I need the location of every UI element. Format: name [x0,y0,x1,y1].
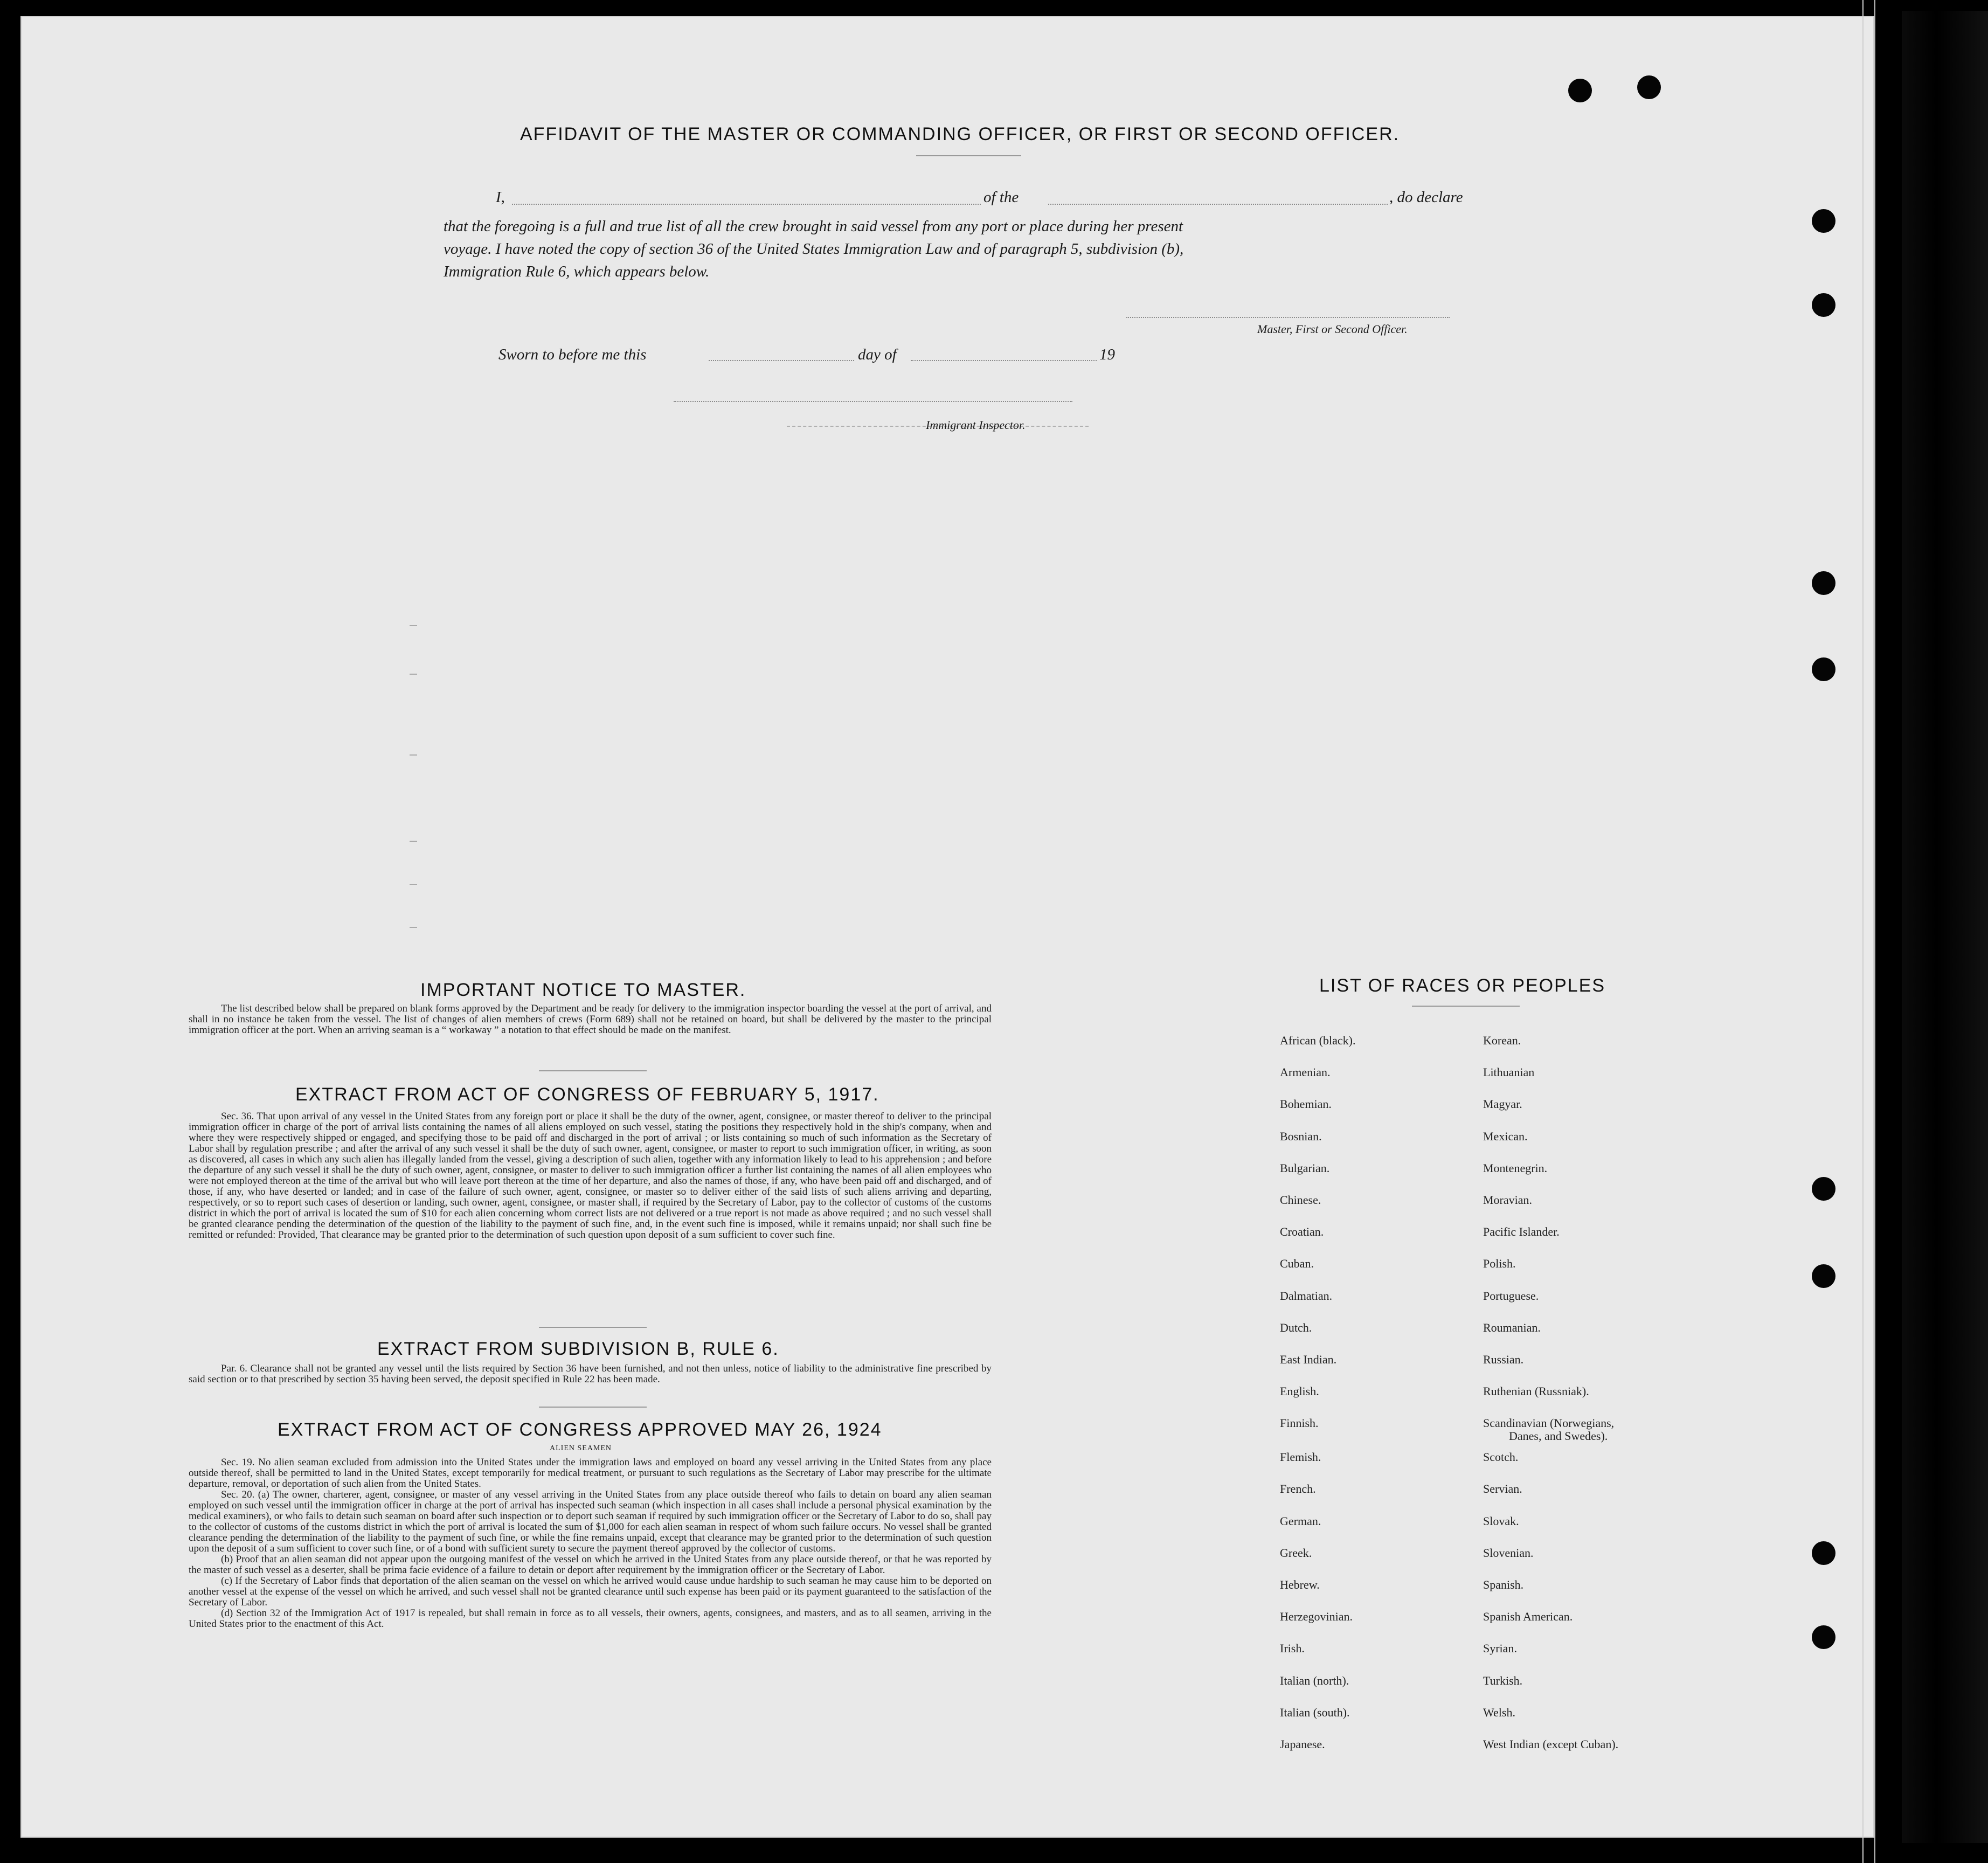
race-item: Japanese. [1280,1737,1325,1751]
race-item: Croatian. [1280,1225,1324,1239]
race-item: Magyar. [1483,1097,1522,1111]
signature-caption: Master, First or Second Officer. [1257,322,1408,336]
margin-tick [410,754,417,756]
inspector-signature-line [674,401,1072,402]
punch-hole [1812,657,1835,681]
race-item: French. [1280,1482,1316,1496]
race-item: Bohemian. [1280,1097,1332,1111]
races-right-column [1483,1034,1618,1769]
punch-hole [1637,75,1661,99]
sworn-label: Sworn to before me this [498,346,647,363]
race-item: East Indian. [1280,1352,1337,1366]
races-title: LIST OF RACES OR PEOPLES [1319,975,1606,996]
page-edge-line [1874,0,1875,1863]
race-item: Hebrew. [1280,1578,1320,1591]
race-item: Slovenian. [1483,1546,1534,1560]
race-item: Flemish. [1280,1450,1321,1464]
margin-tick [410,884,417,885]
extract-1924-para-4: (c) If the Secretary of Labor finds that deportation of the alien seaman on the vessel on which he arrived would cause undue hardship to such seaman he may cause him to be deported on another vessel at the expense of the vessel on which he arrived, and such vessel shall not be granted clearance until such expense has been paid or its payment guaranteed to the satisfaction of the Secretary of Labor. [189,1575,992,1608]
extract-1924-para-2: Sec. 20. (a) The owner, charterer, agent, consignee, or master of any vessel arriving in the United States from any place outside thereof who fails to detain on board any alien seaman employed on such vessel until the immigration officer in charge at the port of arrival has inspected such seaman (which inspection in all cases shall include a personal physical examination by the medical examiners), or who fails to detain such seaman on board after such inspection or to deport such seaman if required by such immigration officer or the Secretary of Labor to do so, shall pay to the collector of customs of the customs district in which the port of arrival is located the sum of $1,000 for each alien seaman in respect of whom such failure occurs. No vessel shall be granted clearance pending the determination of the liability to the payment of such fine, or while the fine remains unpaid, except that clearance may be granted prior to the determination of such question upon the deposit of a sum sufficient to cover such fine, or of a bond with sufficient surety to secure the payment thereof approved by the collector of customs. [189,1489,992,1554]
race-item: Herzegovinian. [1280,1610,1353,1624]
race-item: Italian (north). [1280,1673,1349,1687]
page-edge-shadow [1902,11,1988,1843]
race-item: Polish. [1483,1257,1516,1271]
race-item: West Indian (except Cuban). [1483,1737,1619,1751]
race-item: Greek. [1280,1546,1312,1560]
race-item: Italian (south). [1280,1705,1350,1719]
extract-1924-title: EXTRACT FROM ACT OF CONGRESS APPROVED MAY 26, 1924 [278,1419,882,1440]
margin-tick [410,674,417,675]
race-item: Portuguese. [1483,1289,1539,1303]
title-divider [916,155,1021,156]
race-item: German. [1280,1514,1321,1528]
race-item: Chinese. [1280,1193,1321,1207]
race-item: Servian. [1483,1482,1522,1496]
margin-tick [410,927,417,928]
punch-hole [1812,209,1835,233]
section-divider [539,1070,647,1071]
race-item: Moravian. [1483,1193,1533,1207]
extract-1917-body [189,1111,992,1241]
race-item: Bulgarian. [1280,1161,1330,1175]
extract-1917-title: EXTRACT FROM ACT OF CONGRESS OF FEBRUARY 5, 1917. [295,1084,879,1105]
notice-body [189,1003,992,1036]
affidavit-do-declare-label: , do declare [1389,189,1463,206]
signature-line [1126,317,1450,318]
affidavit-of-the-label: of the [983,189,1019,206]
races-divider [1412,1006,1520,1007]
year-prefix: 19 [1099,346,1115,363]
race-item: Scotch. [1483,1450,1519,1464]
race-item-scandinavian [1483,1416,1618,1450]
name-blank-line [512,204,981,205]
affidavit-body-line-1: that the foregoing is a full and true list of all the crew brought in said vessel from any port or place during her present [444,218,1183,235]
notice-body-text: The list described below shall be prepared on blank forms approved by the Department and be ready for delivery to the immigration inspector boarding the vessel at the port of arrival, and shall in no instance be taken from the vessel. The list of changes of alien members of crews (Form 689) shall not be retained on board, but shall be delivered by the master to the principal immigration officer at the port. When an arriving seaman is a “ workaway ” a notation to that effect should be made on the manifest. [189,1003,992,1036]
race-item: Armenian. [1280,1065,1331,1079]
race-item: Russian. [1483,1352,1524,1366]
race-item: Irish. [1280,1642,1305,1656]
race-item: English. [1280,1384,1319,1398]
race-item: Pacific Islander. [1483,1225,1560,1239]
notice-title: IMPORTANT NOTICE TO MASTER. [420,980,746,1000]
race-item: Dutch. [1280,1320,1312,1334]
race-item: Ruthenian (Russniak). [1483,1384,1589,1398]
race-item: Cuban. [1280,1257,1314,1271]
extract-1924-para-5: (d) Section 32 of the Immigration Act of 1917 is repealed, but shall remain in force as to all vessels, their owners, agents, consignees, and masters, and as to all seamen, arriving in the United States prior to the enactment of this Act. [189,1608,992,1630]
punch-hole [1812,1541,1835,1565]
extract-1917-text: Sec. 36. That upon arrival of any vessel in the United States from any foreign port or place it shall be the duty of the owner, agent, consignee, or master thereof to deliver to the principal immigration officer in charge of the port of arrival lists containing the names of all aliens employed on such vessel, stating the positions they respectively hold in the ship's company, when and where they were respectively shipped or engaged, and specifying those to be paid off and discharged in the port of arrival ; or lists containing so much of such information as the Secretary of Labor shall by regulation prescribe ; and after the arrival of any such vessel it shall be the duty of such owner, agent, consignee, or master to report to such immigration officer, in writing, as soon as discovered, all cases in which any such alien has illegally landed from the vessel, giving a description of such alien, together with any information likely to lead to his apprehension ; and before the departure of any such vessel it shall be the duty of such owner, agent, consignee, or master to deliver to such immigration officer a further list containing the names of all alien employees who were not employed thereon at the time of the arrival but who will leave port thereon at the time of her departure, and also the names of those, if any, who have been paid off and discharged, and of those, if any, who have deserted or landed; and in case of the failure of such owner, agent, consignee, or master so to deliver either of the said lists of such aliens arriving and departing, respectively, or so to report such cases of desertion or landing, such owner, agent, consignee, or master shall, if required by the Secretary of Labor, pay to the collector of customs of the customs district in which the port of arrival is located the sum of $10 for each alien concerning whom correct lists are not delivered or a true report is not made as above required ; and no such vessel shall be granted clearance pending the determination of the question of the liability to the payment of such fine, and, in the event such fine is imposed, while it remains unpaid; nor shall such fine be remitted or refunded: Provided, That clearance may be granted prior to the determination of such question upon deposit of a sum sufficient to cover such fine. [189,1111,992,1241]
race-item-continuation: Danes, and Swedes). [1509,1429,1608,1443]
race-item: Korean. [1483,1034,1521,1047]
affidavit-i-label: I, [496,189,505,206]
punch-hole [1812,1177,1835,1201]
extract-rule6-title: EXTRACT FROM SUBDIVISION B, RULE 6. [377,1339,779,1359]
extract-rule6-body [189,1363,992,1385]
vessel-blank-line [1048,204,1388,205]
race-item: Syrian. [1483,1642,1517,1656]
extract-1924-para-3: (b) Proof that an alien seaman did not appear upon the outgoing manifest of the vessel on which he arrived in the United States from any place outside thereof, or that he was reported by the master of such vessel as a deserter, shall be prima facie evidence of a failure to detain or deport after requirement by the immigration officer or the Secretary of Labor. [189,1554,992,1576]
punch-hole [1812,571,1835,595]
extract-1924-para-1: Sec. 19. No alien seaman excluded from admission into the United States under the immigration laws and employed on board any vessel arriving in the United States from any place outside thereof, shall be permitted to land in the United States, except temporarily for medical treatment, or pursuant to such regulations as the Secretary of Labor may prescribe for the ultimate departure, removal, or deportation of such alien from the United States. [189,1457,992,1490]
races-left-column [1280,1034,1355,1769]
race-item: Welsh. [1483,1705,1515,1719]
extract-1924-body [189,1457,992,1630]
section-divider [539,1407,647,1408]
race-item: African (black). [1280,1034,1356,1047]
sworn-month-blank [911,360,1097,361]
margin-tick [410,841,417,842]
race-item: Bosnian. [1280,1129,1322,1143]
alien-seamen-subtitle: ALIEN SEAMEN [550,1444,612,1452]
sworn-day-blank [709,360,854,361]
race-item: Lithuanian [1483,1065,1535,1079]
page-edge-line [1862,0,1864,1863]
margin-tick [410,625,417,626]
race-item: Spanish. [1483,1578,1524,1591]
affidavit-title: AFFIDAVIT OF THE MASTER OR COMMANDING OFFICER, OR FIRST OR SECOND OFFICER. [520,124,1400,144]
race-item: Dalmatian. [1280,1289,1333,1303]
race-item: Spanish American. [1483,1610,1573,1624]
race-item: Mexican. [1483,1129,1528,1143]
section-divider [539,1327,647,1328]
punch-hole [1812,1264,1835,1288]
affidavit-body-line-2: voyage. I have noted the copy of section 36 of the United States Immigration Law and of paragraph 5, subdivision (b), [444,240,1184,258]
punch-hole [1568,79,1592,102]
race-item: Montenegrin. [1483,1161,1548,1175]
inspector-caption: Immigrant Inspector. [926,418,1026,432]
race-item: Roumanian. [1483,1320,1541,1334]
day-of-label: day of [858,346,897,363]
race-item: Finnish. [1280,1416,1319,1430]
punch-hole [1812,1625,1835,1649]
race-item: Slovak. [1483,1514,1519,1528]
race-item: Turkish. [1483,1673,1523,1687]
extract-rule6-text: Par. 6. Clearance shall not be granted any vessel until the lists required by Section 36 have been furnished, and not then unless, notice of liability to the administrative fine prescribed by said section or to that prescribed by section 35 having been served, the deposit specified in Rule 22 has been made. [189,1363,992,1385]
race-item: Scandinavian (Norwegians, [1483,1416,1615,1430]
affidavit-body-line-3: Immigration Rule 6, which appears below. [444,263,710,280]
punch-hole [1812,293,1835,317]
